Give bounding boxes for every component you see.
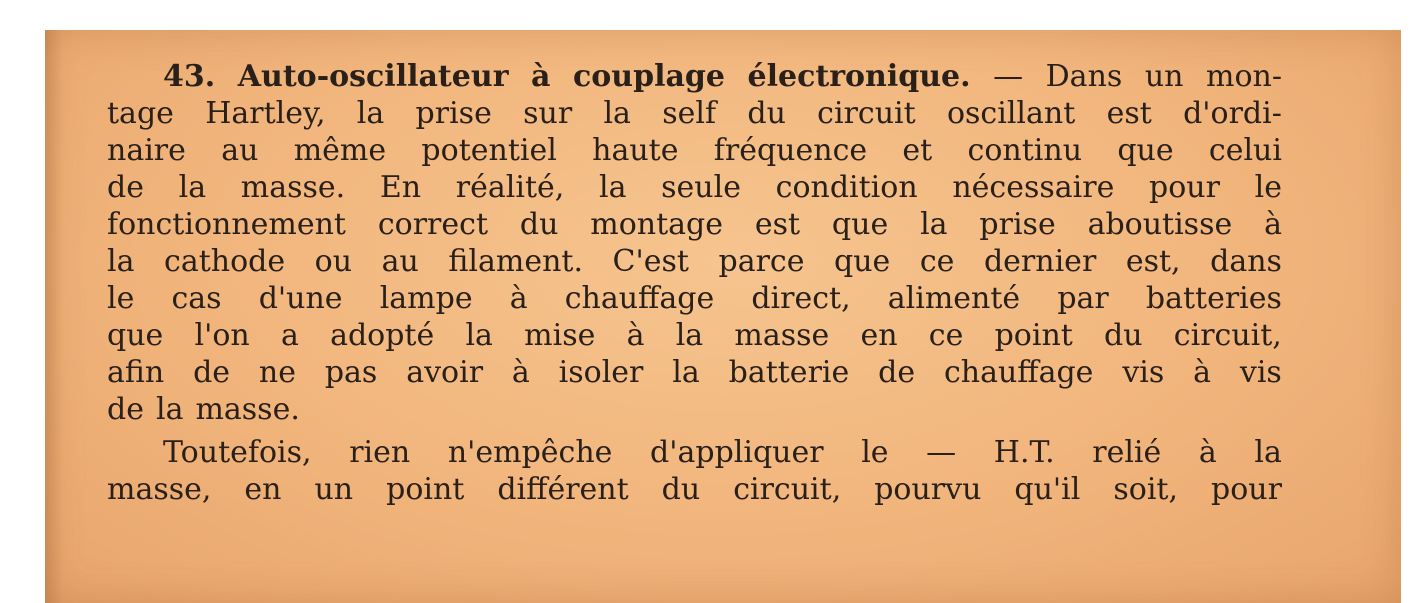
paragraph (107, 58, 1282, 428)
word: pas (324, 355, 378, 390)
word: à (511, 355, 530, 390)
word: point (994, 318, 1073, 353)
text-line (107, 391, 1282, 428)
word: relié (1092, 435, 1162, 470)
word: que (1117, 133, 1174, 168)
word: masse. (195, 392, 300, 427)
word: qu'il (1014, 472, 1081, 507)
word: de (107, 392, 144, 427)
word: le (861, 435, 889, 470)
word: ou (314, 244, 353, 279)
word: cathode (164, 244, 286, 279)
word: afin (107, 355, 165, 390)
word: C'est (612, 244, 689, 279)
word: soit, (1113, 472, 1179, 507)
word: self (662, 96, 717, 131)
text-line (107, 317, 1282, 354)
word: d'une (258, 281, 343, 316)
word: à (626, 318, 645, 353)
word: à (1198, 435, 1217, 470)
word: est (754, 207, 801, 242)
word: continu (967, 133, 1083, 168)
word: H.T. (993, 435, 1055, 470)
word: Toutefois, (163, 435, 312, 470)
word: la (675, 318, 704, 353)
word: mise (524, 318, 596, 353)
word: rien (349, 435, 411, 470)
word: à (1264, 207, 1282, 242)
text-line (107, 95, 1282, 132)
word: et (902, 133, 933, 168)
word: Auto-oscillateur (237, 59, 509, 94)
word: la (603, 96, 631, 131)
word: batteries (1145, 281, 1282, 316)
word: pourvu (874, 472, 982, 507)
text-block (107, 58, 1282, 508)
word: par (1057, 281, 1109, 316)
word: dans (1210, 244, 1282, 279)
word: à (531, 59, 551, 94)
word: l'on (194, 318, 250, 353)
word: que (831, 207, 889, 242)
word: masse, (107, 472, 212, 507)
word: adopté (330, 318, 435, 353)
word: montage (590, 207, 723, 242)
text-line (107, 132, 1282, 169)
word: la (1254, 435, 1282, 470)
word: un (1144, 59, 1184, 94)
word: fréquence (713, 133, 868, 168)
word: est (1106, 96, 1152, 131)
text-line (107, 169, 1282, 206)
word: la (598, 170, 627, 205)
word: parce (718, 244, 805, 279)
text-line (107, 354, 1282, 391)
word: de (193, 355, 231, 390)
word: du (519, 207, 559, 242)
word: du (1104, 318, 1143, 353)
word: chauffage (564, 281, 715, 316)
word: oscillant (946, 96, 1076, 131)
word: 43. (163, 59, 216, 94)
word: la (920, 207, 948, 242)
word: correct (377, 207, 488, 242)
word: masse (734, 318, 830, 353)
word: alimenté (887, 281, 1021, 316)
word: sur (523, 96, 573, 131)
word: isoler (558, 355, 644, 390)
word: fonctionnement (107, 207, 346, 242)
word: la (356, 96, 385, 131)
word: au (221, 133, 259, 168)
word: circuit, (733, 472, 842, 507)
text-line (107, 206, 1282, 243)
word: la (465, 318, 493, 353)
word: — (926, 435, 957, 470)
word: Hartley, (205, 96, 326, 131)
word: à (509, 281, 528, 316)
word: direct, (751, 281, 851, 316)
word: d'appliquer (650, 435, 824, 470)
word: du (661, 472, 701, 507)
word: lampe (379, 281, 473, 316)
word: avoir (406, 355, 484, 390)
word: filament. (448, 244, 583, 279)
text-line (107, 280, 1282, 317)
word: aboutisse (1087, 207, 1233, 242)
word: la (178, 170, 207, 205)
word: est, (1125, 244, 1181, 279)
word: ce (919, 244, 955, 279)
word: a (280, 318, 299, 353)
word: mon- (1206, 59, 1282, 94)
word: — (993, 59, 1024, 94)
word: prise (979, 207, 1056, 242)
word: haute (592, 133, 679, 168)
word: naire (107, 133, 186, 168)
word: prise (415, 96, 492, 131)
word: couplage (573, 59, 725, 94)
word: de (878, 355, 916, 390)
word: la (155, 392, 184, 427)
word: que (834, 244, 891, 279)
word: celui (1208, 133, 1282, 168)
word: électronique. (747, 59, 971, 94)
word: vis (1122, 355, 1165, 390)
word: pour (1149, 170, 1220, 205)
word: masse. (240, 170, 346, 205)
word: dernier (983, 244, 1097, 279)
word: ce (928, 318, 964, 353)
word: du (747, 96, 786, 131)
word: ne (258, 355, 296, 390)
book-page (45, 30, 1401, 603)
word: Dans (1045, 59, 1123, 94)
word: en (860, 318, 898, 353)
word: la (672, 355, 700, 390)
word: condition (775, 170, 918, 205)
word: batterie (728, 355, 850, 390)
word: point (386, 472, 465, 507)
word: de (107, 170, 144, 205)
word: tage (107, 96, 174, 131)
word: la (107, 244, 135, 279)
page-shadow (45, 30, 63, 603)
word: potentiel (421, 133, 557, 168)
word: vis (1239, 355, 1282, 390)
word: le (1254, 170, 1282, 205)
paragraph (107, 434, 1282, 508)
text-line (163, 434, 1282, 471)
text-line (107, 471, 1282, 508)
word: cas (171, 281, 222, 316)
word: circuit (817, 96, 916, 131)
word: pour (1211, 472, 1282, 507)
word: le (107, 281, 135, 316)
word: réalité, (455, 170, 565, 205)
word: au (381, 244, 419, 279)
text-line (107, 243, 1282, 280)
text-line (163, 58, 1282, 95)
word: circuit, (1173, 318, 1282, 353)
word: chauffage (943, 355, 1094, 390)
word: n'empêche (447, 435, 613, 470)
word: différent (497, 472, 629, 507)
word: seule (661, 170, 741, 205)
word: à (1193, 355, 1212, 390)
word: en (244, 472, 282, 507)
word: d'ordi- (1183, 96, 1282, 131)
word: En (379, 170, 422, 205)
word: nécessaire (952, 170, 1115, 205)
word: même (293, 133, 387, 168)
word: que (107, 318, 164, 353)
word: un (314, 472, 354, 507)
